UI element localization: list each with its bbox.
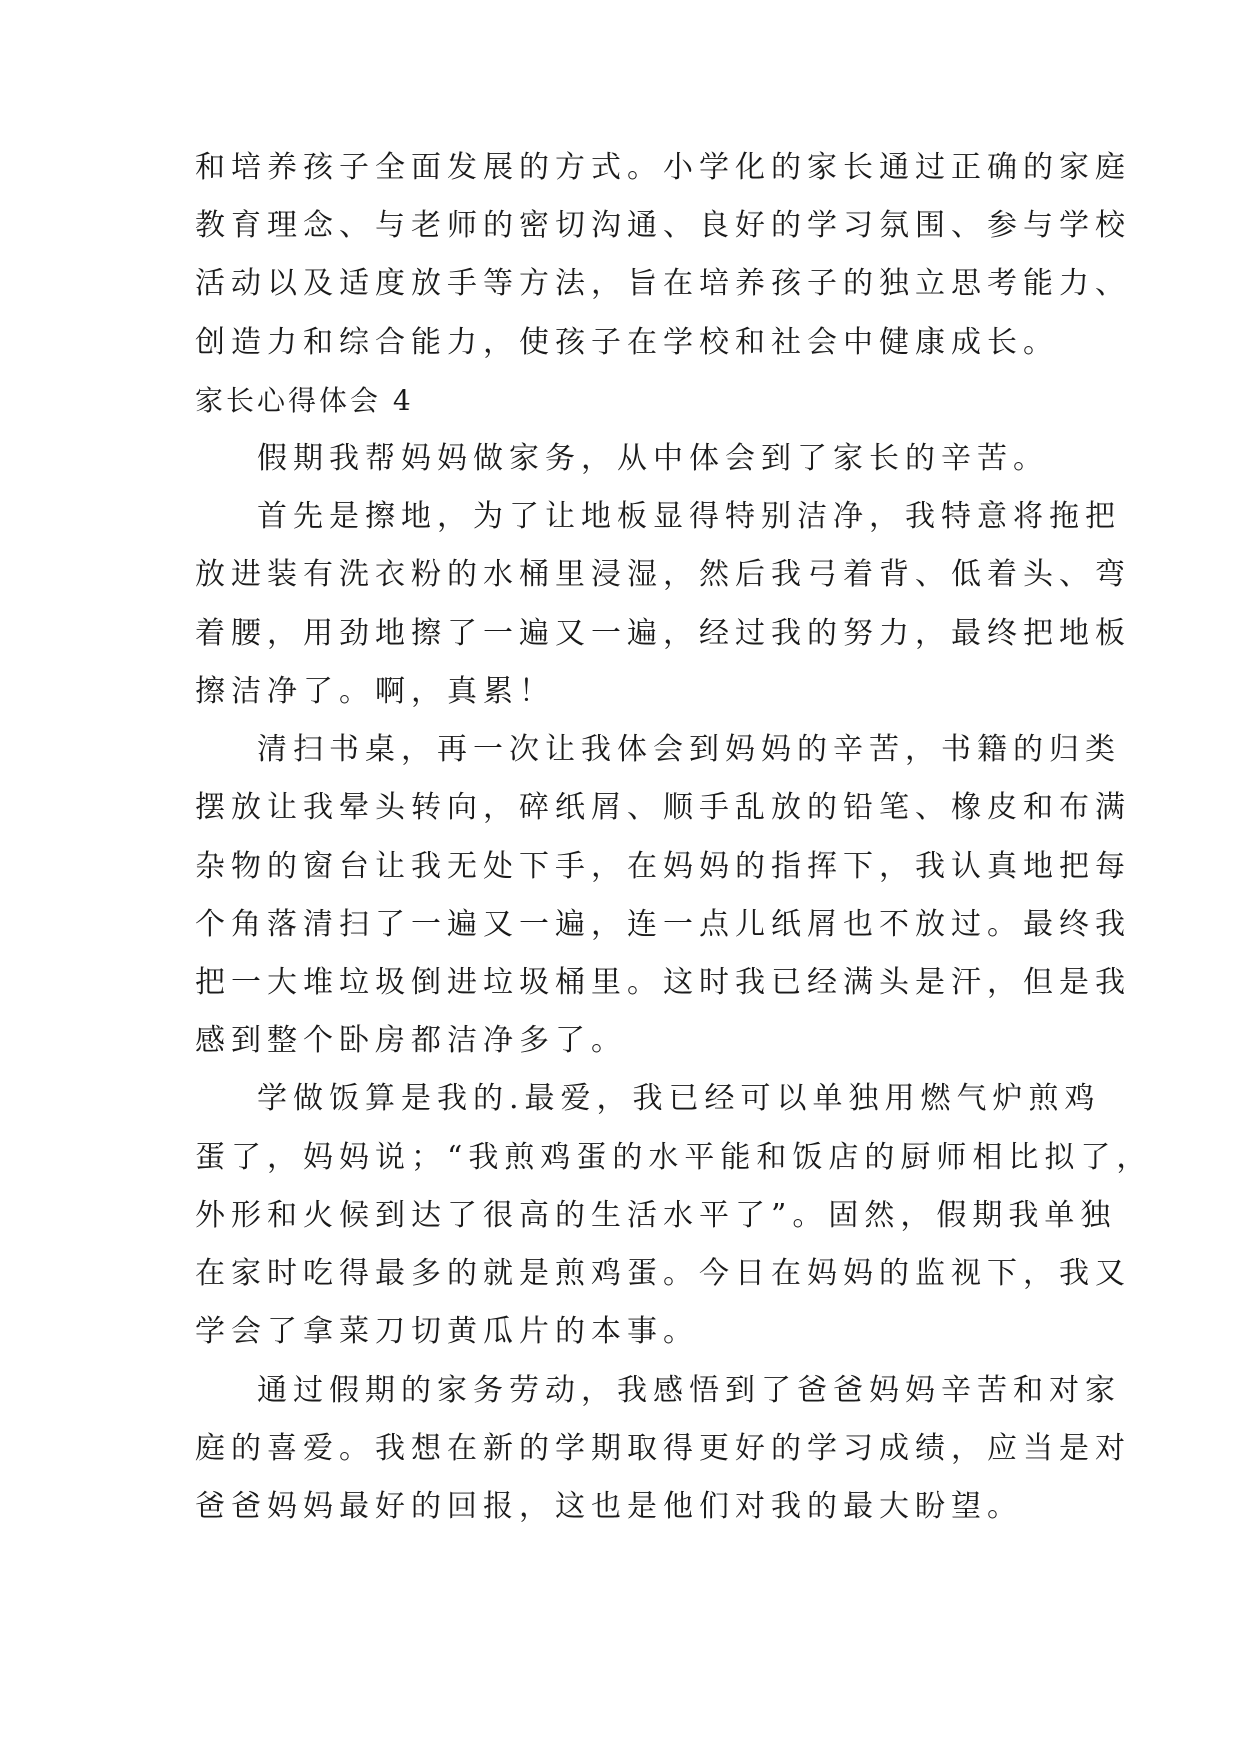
paragraph-line: 庭的喜爱。我想在新的学期取得更好的学习成绩，应当是对: [195, 1431, 1131, 1466]
paragraph-line: 摆放让我晕头转向，碎纸屑、顺手乱放的铅笔、橡皮和布满: [195, 790, 1131, 825]
paragraph-line: 蛋了，妈妈说；“我煎鸡蛋的水平能和饭店的厨师相比拟了，: [195, 1140, 1153, 1175]
paragraph-line: 感到整个卧房都洁净多了。: [195, 1023, 627, 1058]
paragraph-line: 杂物的窗台让我无处下手，在妈妈的指挥下，我认真地把每: [195, 849, 1131, 884]
intro-line: 创造力和综合能力，使孩子在学校和社会中健康成长。: [195, 325, 1059, 360]
paragraph-line: 清扫书桌，再一次让我体会到妈妈的辛苦，书籍的归类: [257, 732, 1121, 767]
paragraph-line: 学会了拿菜刀切黄瓜片的本事。: [195, 1314, 699, 1349]
intro-line: 活动以及适度放手等方法，旨在培养孩子的独立思考能力、: [195, 266, 1131, 301]
paragraph-line: 首先是擦地，为了让地板显得特别洁净，我特意将拖把: [257, 499, 1121, 534]
intro-line: 教育理念、与老师的密切沟通、良好的学习氛围、参与学校: [195, 208, 1131, 243]
paragraph-line: 把一大堆垃圾倒进垃圾桶里。这时我已经满头是汗，但是我: [195, 965, 1131, 1000]
paragraph-line: 在家时吃得最多的就是煎鸡蛋。今日在妈妈的监视下，我又: [195, 1256, 1131, 1291]
paragraph-line: 擦洁净了。啊，真累！: [195, 674, 555, 709]
paragraph-line: 学做饭算是我的.最爱，我已经可以单独用燃气炉煎鸡: [257, 1081, 1101, 1116]
paragraph-line: 外形和火候到达了很高的生活水平了”。固然，假期我单独: [195, 1198, 1117, 1233]
paragraph-line: 放进装有洗衣粉的水桶里浸湿，然后我弓着背、低着头、弯: [195, 557, 1131, 592]
paragraph-line: 个角落清扫了一遍又一遍，连一点儿纸屑也不放过。最终我: [195, 907, 1131, 942]
paragraph-line: 通过假期的家务劳动，我感悟到了爸爸妈妈辛苦和对家: [257, 1373, 1121, 1408]
paragraph-line: 假期我帮妈妈做家务，从中体会到了家长的辛苦。: [257, 441, 1049, 476]
section-title: 家长心得体会 4: [195, 384, 414, 417]
paragraph-line: 着腰，用劲地擦了一遍又一遍，经过我的努力，最终把地板: [195, 616, 1131, 651]
paragraph-line: 爸爸妈妈最好的回报，这也是他们对我的最大盼望。: [195, 1489, 1023, 1524]
intro-line: 和培养孩子全面发展的方式。小学化的家长通过正确的家庭: [195, 150, 1131, 185]
